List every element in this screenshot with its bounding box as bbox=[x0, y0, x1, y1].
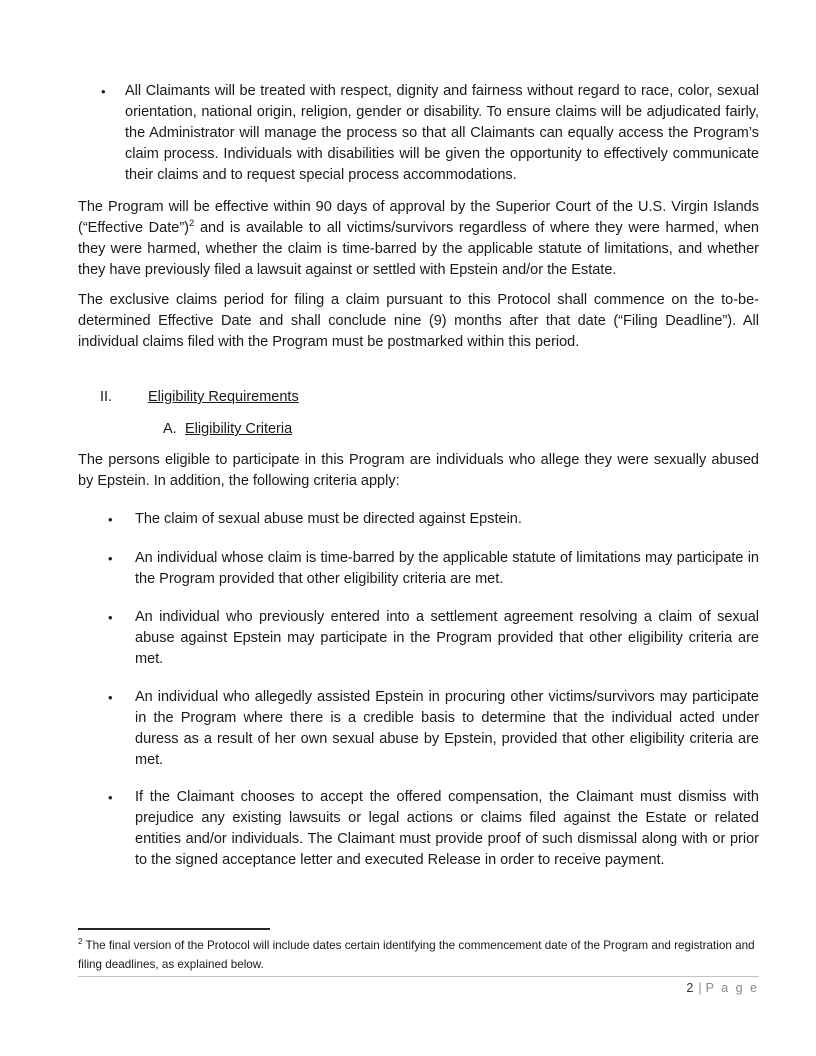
subsection-title: Eligibility Criteria bbox=[185, 421, 293, 437]
subsection-letter: A. bbox=[163, 421, 177, 437]
program-paragraph-text-before: The Program will be effective within 90 days of approval by the Superior Court of the U.S. Virgin Islands (“Effective Date”) bbox=[78, 199, 759, 236]
section-heading-eligibility-requirements bbox=[78, 387, 759, 408]
section-title: Eligibility Requirements bbox=[148, 389, 299, 405]
bullet-icon: • bbox=[108, 690, 113, 705]
criteria-bullet-item bbox=[78, 607, 759, 670]
criteria-text: If the Claimant chooses to accept the offered compensation, the Claimant must dismiss with prejudice any existing lawsuits or legal actions or claims filed against the Estate or related entities and/or individuals. The Claimant must provide proof of such dismissal along with or prior to the signed acceptance letter and executed Release in order to receive payment. bbox=[135, 789, 759, 868]
footnote-text: The final version of the Protocol will include dates certain identifying the commencement date of the Program and registration and filing deadlines, as explained below. bbox=[78, 939, 755, 971]
page-number: 2 bbox=[686, 981, 694, 995]
bullet-icon: • bbox=[108, 610, 113, 625]
page-footer-divider: | bbox=[698, 981, 702, 995]
footnote-separator-line bbox=[78, 928, 270, 930]
bullet-icon: • bbox=[108, 790, 113, 805]
page-footer bbox=[78, 980, 759, 996]
section-numeral: II. bbox=[100, 389, 113, 405]
bullet-icon: • bbox=[108, 512, 113, 527]
criteria-bullet-item bbox=[78, 687, 759, 771]
footnote-number: 2 bbox=[78, 937, 83, 947]
bullet-icon: • bbox=[108, 551, 113, 566]
page-label: P a g e bbox=[705, 981, 759, 995]
criteria-text: The claim of sexual abuse must be directed against Epstein. bbox=[135, 511, 522, 527]
footnote-and-footer bbox=[78, 928, 759, 996]
paragraph-program-effective bbox=[78, 197, 759, 281]
footnote-2 bbox=[78, 936, 759, 974]
program-paragraph-text-after: and is available to all victims/survivors regardless of where they were harmed, when they were harmed, whether the claim is time-barred by the applicable statute of limitations, and whether they have previously filed a lawsuit against or settled with Epstein and/or the Estate. bbox=[78, 220, 759, 278]
footnote-reference-2: 2 bbox=[188, 218, 195, 230]
subsection-heading-eligibility-criteria bbox=[78, 419, 759, 440]
respect-bullet-item bbox=[78, 81, 759, 186]
criteria-bullet-item bbox=[78, 787, 759, 871]
criteria-bullet-item bbox=[78, 548, 759, 590]
respect-bullet-text: All Claimants will be treated with respect, dignity and fairness without regard to race, color, sexual orientation, national origin, religion, gender or disability. To ensure claims will be adjudicated fairly, the Administrator will manage the process so that all Claimants can equally access the Program’s claim process. Individuals with disabilities will be given the opportunity to effectively communicate their claims and to request special process accommodations. bbox=[125, 83, 759, 183]
bullet-icon: • bbox=[101, 84, 106, 99]
criteria-text: An individual who previously entered into a settlement agreement resolving a claim of sexual abuse against Epstein may participate in the Program provided that other eligibility criteria are met. bbox=[135, 609, 759, 667]
criteria-text: An individual whose claim is time-barred by the applicable statute of limitations may participate in the Program provided that other eligibility criteria are met. bbox=[135, 550, 759, 587]
page-body bbox=[78, 72, 759, 871]
criteria-text: An individual who allegedly assisted Epstein in procuring other victims/survivors may participate in the Program where there is a credible basis to determine that the individual acted under duress as a result of her own sexual abuse by Epstein, provided that other eligibility criteria are met. bbox=[135, 689, 759, 768]
paragraph-claims-period: The exclusive claims period for filing a claim pursuant to this Protocol shall commence on the to-be-determined Effective Date and shall conclude nine (9) months after that date (“Filing Deadline”). All individual claims filed with the Program must be postmarked within this period. bbox=[78, 292, 759, 350]
criteria-bullet-item bbox=[78, 509, 759, 530]
paragraph-eligibility-intro: The persons eligible to participate in this Program are individuals who allege they were sexually abused by Epstein. In addition, the following criteria apply: bbox=[78, 452, 759, 489]
footer-rule bbox=[78, 976, 759, 977]
